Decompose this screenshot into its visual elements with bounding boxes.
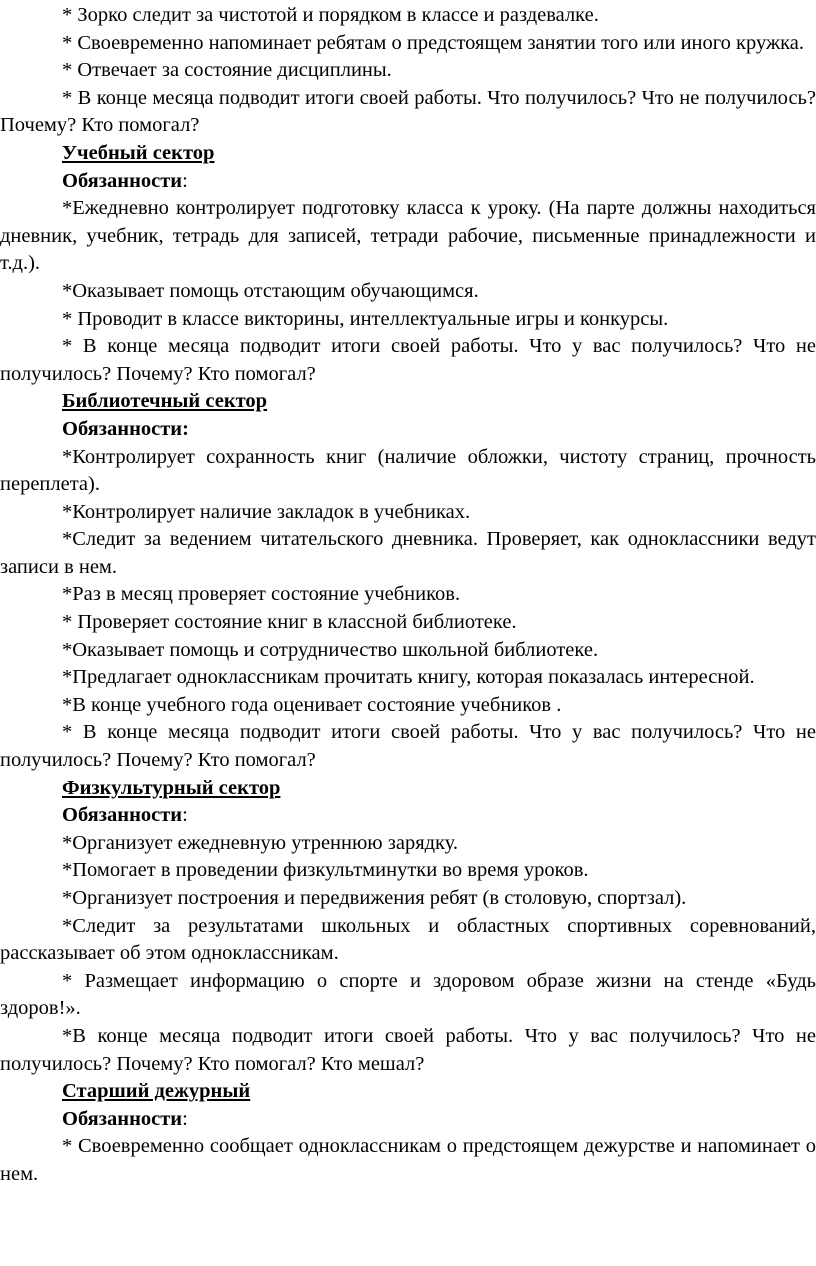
duty-item: *Следит за результатами школьных и областных спортивных соревнований, рассказывает об этом одноклассникам. [0,914,816,965]
duties-label-colon: : [182,169,188,192]
duties-label [0,416,816,444]
duties-label [0,802,816,830]
duty-item: * Своевременно сообщает одноклассникам о предстоящем дежурстве и напоминает о нем. [0,1135,816,1185]
duties-label-text: Обязанности [62,169,183,192]
section-title-library: Библиотечный сектор [62,390,268,413]
duties-label-colon: : [182,804,188,827]
duty-item: * В конце месяца подводит итоги своей работы. Что у вас получилось? Что не получилось? Почему? Кто помогал? [0,721,816,772]
duties-label [0,1106,816,1134]
duty-item: *Организует ежедневную утреннюю зарядку. [62,831,459,854]
duty-item: * Своевременно напоминает ребятам о предстоящем занятии того или иного кружка. [62,31,804,54]
duty-item: *Предлагает одноклассникам прочитать книгу, которая показалась интересной. [62,666,755,689]
duty-item: *В конце месяца подводит итоги своей работы. Что у вас получилось? Что не получилось? Почему? Кто помогал? Кто мешал? [0,1024,816,1075]
duty-item: *Контролирует наличие закладок в учебниках. [62,500,471,523]
duty-item: *Следит за ведением читательского дневника. Проверяет, как одноклассники ведут записи в нем. [0,528,816,578]
duties-label-text: Обязанности [62,804,183,827]
duty-item: * В конце месяца подводит итоги своей работы. Что получилось? Что не получилось? Почему? Кто помогал? [0,86,816,137]
duty-item: *Оказывает помощь отстающим обучающимся. [62,279,479,302]
duty-item: * Проводит в классе викторины, интеллектуальные игры и конкурсы. [62,307,669,330]
duty-item: * Зорко следит за чистотой и порядком в классе и раздевалке. [62,4,599,26]
duty-item: *Раз в месяц проверяет состояние учебников. [62,583,461,606]
duties-label-text: Обязанности [62,1107,183,1130]
duty-item: *Помогает в проведении физкультминутки во время уроков. [62,859,589,882]
duty-item: *Оказывает помощь и сотрудничество школьной библиотеке. [62,638,599,661]
section-title-sport: Физкультурный сектор [62,776,281,799]
section-title-senior-duty: Старший дежурный [62,1080,251,1103]
duty-item: *В конце учебного года оценивает состояние учебников . [62,693,562,716]
duty-item: *Организует построения и передвижения ребят (в столовую, спортзал). [62,887,687,909]
duties-label-colon: : [182,1107,188,1130]
duties-label-text: Обязанности: [62,417,189,440]
duty-item: * Отвечает за состояние дисциплины. [62,59,392,82]
section-title-study: Учебный сектор [62,141,215,164]
duty-item: *Ежедневно контролирует подготовку класса к уроку. (На парте должны находиться дневник, учебник, тетрадь для записей, тетради рабочие, письменные принадлежности и т.д.). [0,197,816,275]
duty-item: * В конце месяца подводит итоги своей работы. Что у вас получилось? Что не получилось? Почему? Кто помогал? [0,335,816,385]
duty-item: * Размещает информацию о спорте и здоровом образе жизни на стенде «Будь здоров!». [0,969,816,1020]
duty-item: * Проверяет состояние книг в классной библиотеке. [62,611,517,634]
duty-item: *Контролирует сохранность книг (наличие обложки, чистоту страниц, прочность переплета). [0,445,816,496]
duties-label [0,168,816,196]
